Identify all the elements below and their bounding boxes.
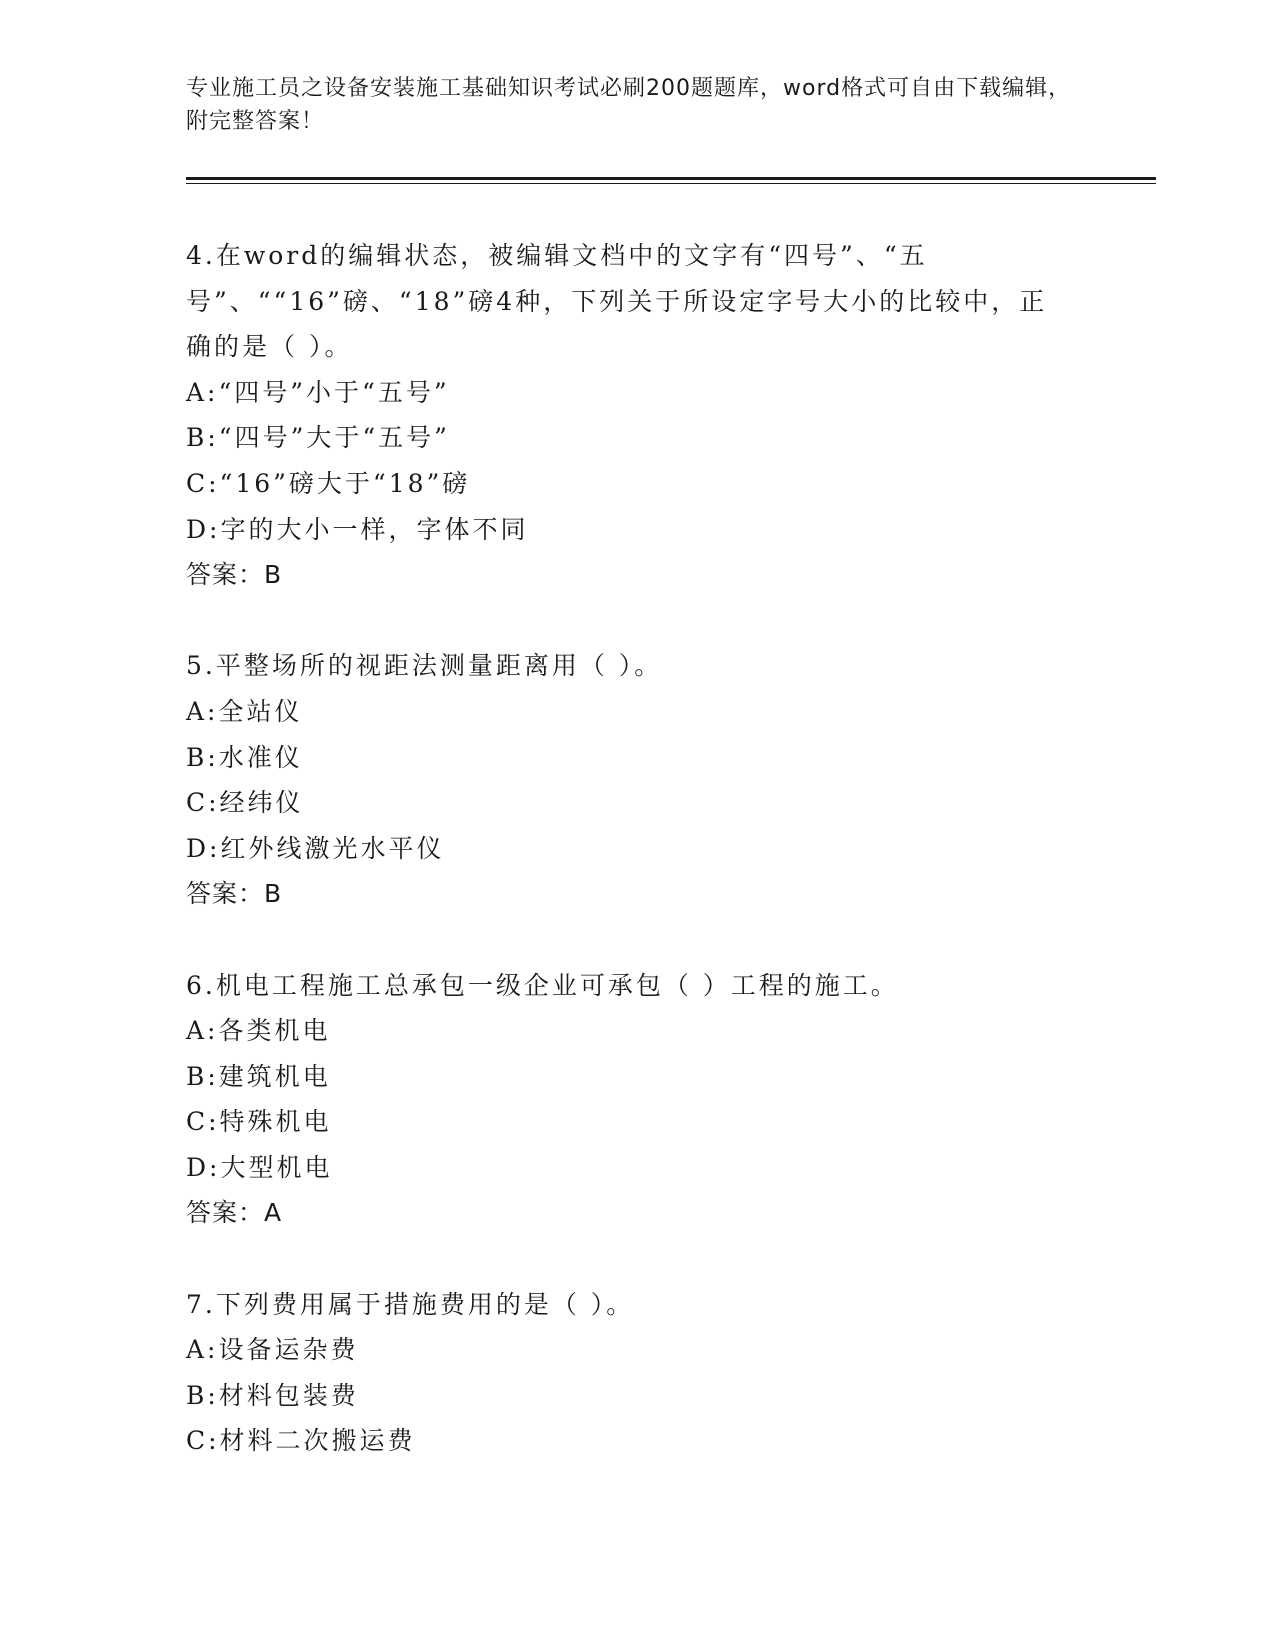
- option-b: B:“四号”大于“五号”: [186, 423, 450, 453]
- option-a: A:全站仪: [186, 696, 303, 726]
- option-c: C:材料二次搬运费: [186, 1426, 416, 1456]
- answer: 答案：A: [186, 1198, 283, 1228]
- answer: 答案：B: [186, 560, 283, 590]
- question-text: 6.机电工程施工总承包一级企业可承包（ ）工程的施工。: [186, 970, 899, 1000]
- option-d: D:大型机电: [186, 1152, 333, 1182]
- option-a: A:各类机电: [186, 1016, 331, 1046]
- question-6: [186, 963, 1066, 1237]
- document-title: 专业施工员之设备安装施工基础知识考试必刷200题题库，word格式可自由下载编辑，附完整答案！: [186, 76, 1072, 134]
- option-b: B:水准仪: [186, 742, 303, 772]
- option-c: C:特殊机电: [186, 1107, 332, 1137]
- option-d: D:红外线激光水平仪: [186, 833, 445, 863]
- question-list: [186, 233, 1066, 1464]
- option-d: D:字的大小一样，字体不同: [186, 514, 529, 544]
- question-4: [186, 233, 1066, 598]
- option-c: C:“16”磅大于“18”磅: [186, 468, 471, 498]
- option-b: B:建筑机电: [186, 1061, 331, 1091]
- question-7: [186, 1282, 1066, 1464]
- header-rule-thick: [186, 177, 1156, 180]
- question-text: 4.在word的编辑状态，被编辑文档中的文字有“四号”、“五号”、““16”磅、“18”磅4种，下列关于所设定字号大小的比较中，正确的是（ ）。: [186, 241, 1048, 362]
- answer: 答案：B: [186, 879, 283, 909]
- option-b: B:材料包装费: [186, 1380, 359, 1410]
- question-text: 5.平整场所的视距法测量距离用（ ）。: [186, 651, 663, 681]
- question-5: [186, 643, 1066, 917]
- question-text: 7.下列费用属于措施费用的是（ ）。: [186, 1289, 635, 1319]
- option-c: C:经纬仪: [186, 788, 304, 818]
- page-header: [186, 72, 1086, 138]
- header-rule-thin: [186, 183, 1156, 184]
- option-a: A:设备运杂费: [186, 1335, 359, 1365]
- option-a: A:“四号”小于“五号”: [186, 377, 450, 407]
